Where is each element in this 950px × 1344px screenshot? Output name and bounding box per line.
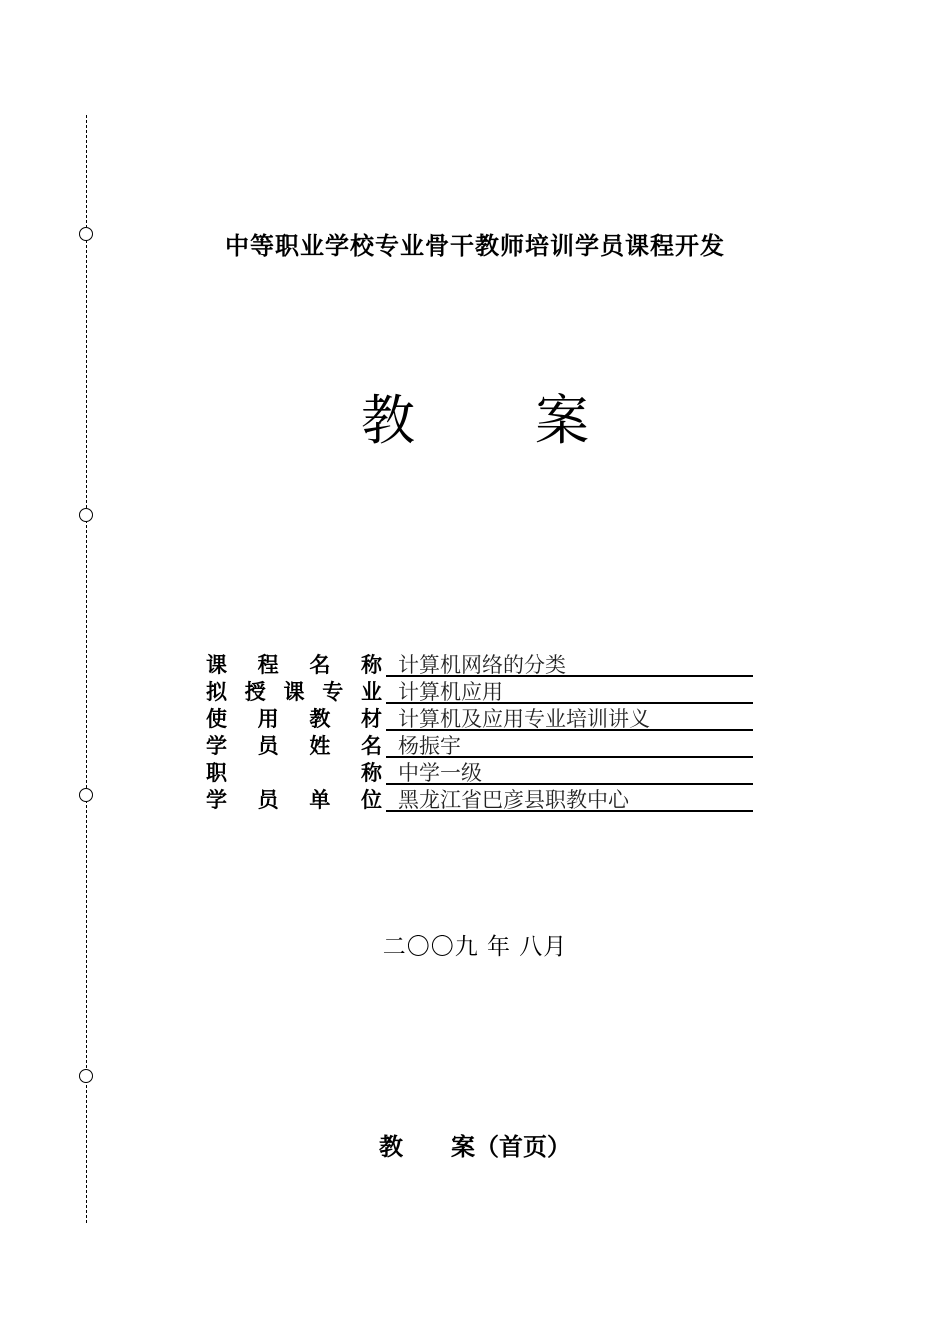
info-table [206,652,753,814]
info-label: 学 员 单 位 [206,788,382,812]
info-value: 计算机网络的分类 [386,652,753,677]
info-label: 使 用 教 材 [206,707,382,731]
info-value: 计算机及应用专业培训讲义 [386,706,753,731]
binding-margin-line [86,115,87,1223]
binding-hole-3 [79,788,93,802]
info-label: 课 程 名 称 [206,653,382,677]
info-label: 职 称 [206,761,382,785]
main-title [0,378,950,455]
document-date: 二〇〇九 年 八月 [382,934,568,960]
main-title-char-2: 案 [535,389,589,452]
info-row-major [206,679,753,706]
document-header-title: 中等职业学校专业骨干教师培训学员课程开发 [225,232,725,260]
binding-hole-4 [79,1069,93,1083]
info-value: 中学一级 [386,760,753,785]
info-value: 杨振宇 [386,733,753,758]
info-label: 拟授课专业 [206,680,382,704]
info-row-textbook [206,706,753,733]
binding-hole-2 [79,508,93,522]
info-value: 计算机应用 [386,679,753,704]
info-value: 黑龙江省巴彦县职教中心 [386,787,753,812]
main-title-char-1: 教 [361,389,415,452]
info-row-student-name [206,733,753,760]
footer-title: 教 案（首页） [379,1133,571,1161]
info-row-course-name [206,652,753,679]
info-row-unit [206,787,753,814]
info-row-job-title [206,760,753,787]
info-label: 学 员 姓 名 [206,734,382,758]
